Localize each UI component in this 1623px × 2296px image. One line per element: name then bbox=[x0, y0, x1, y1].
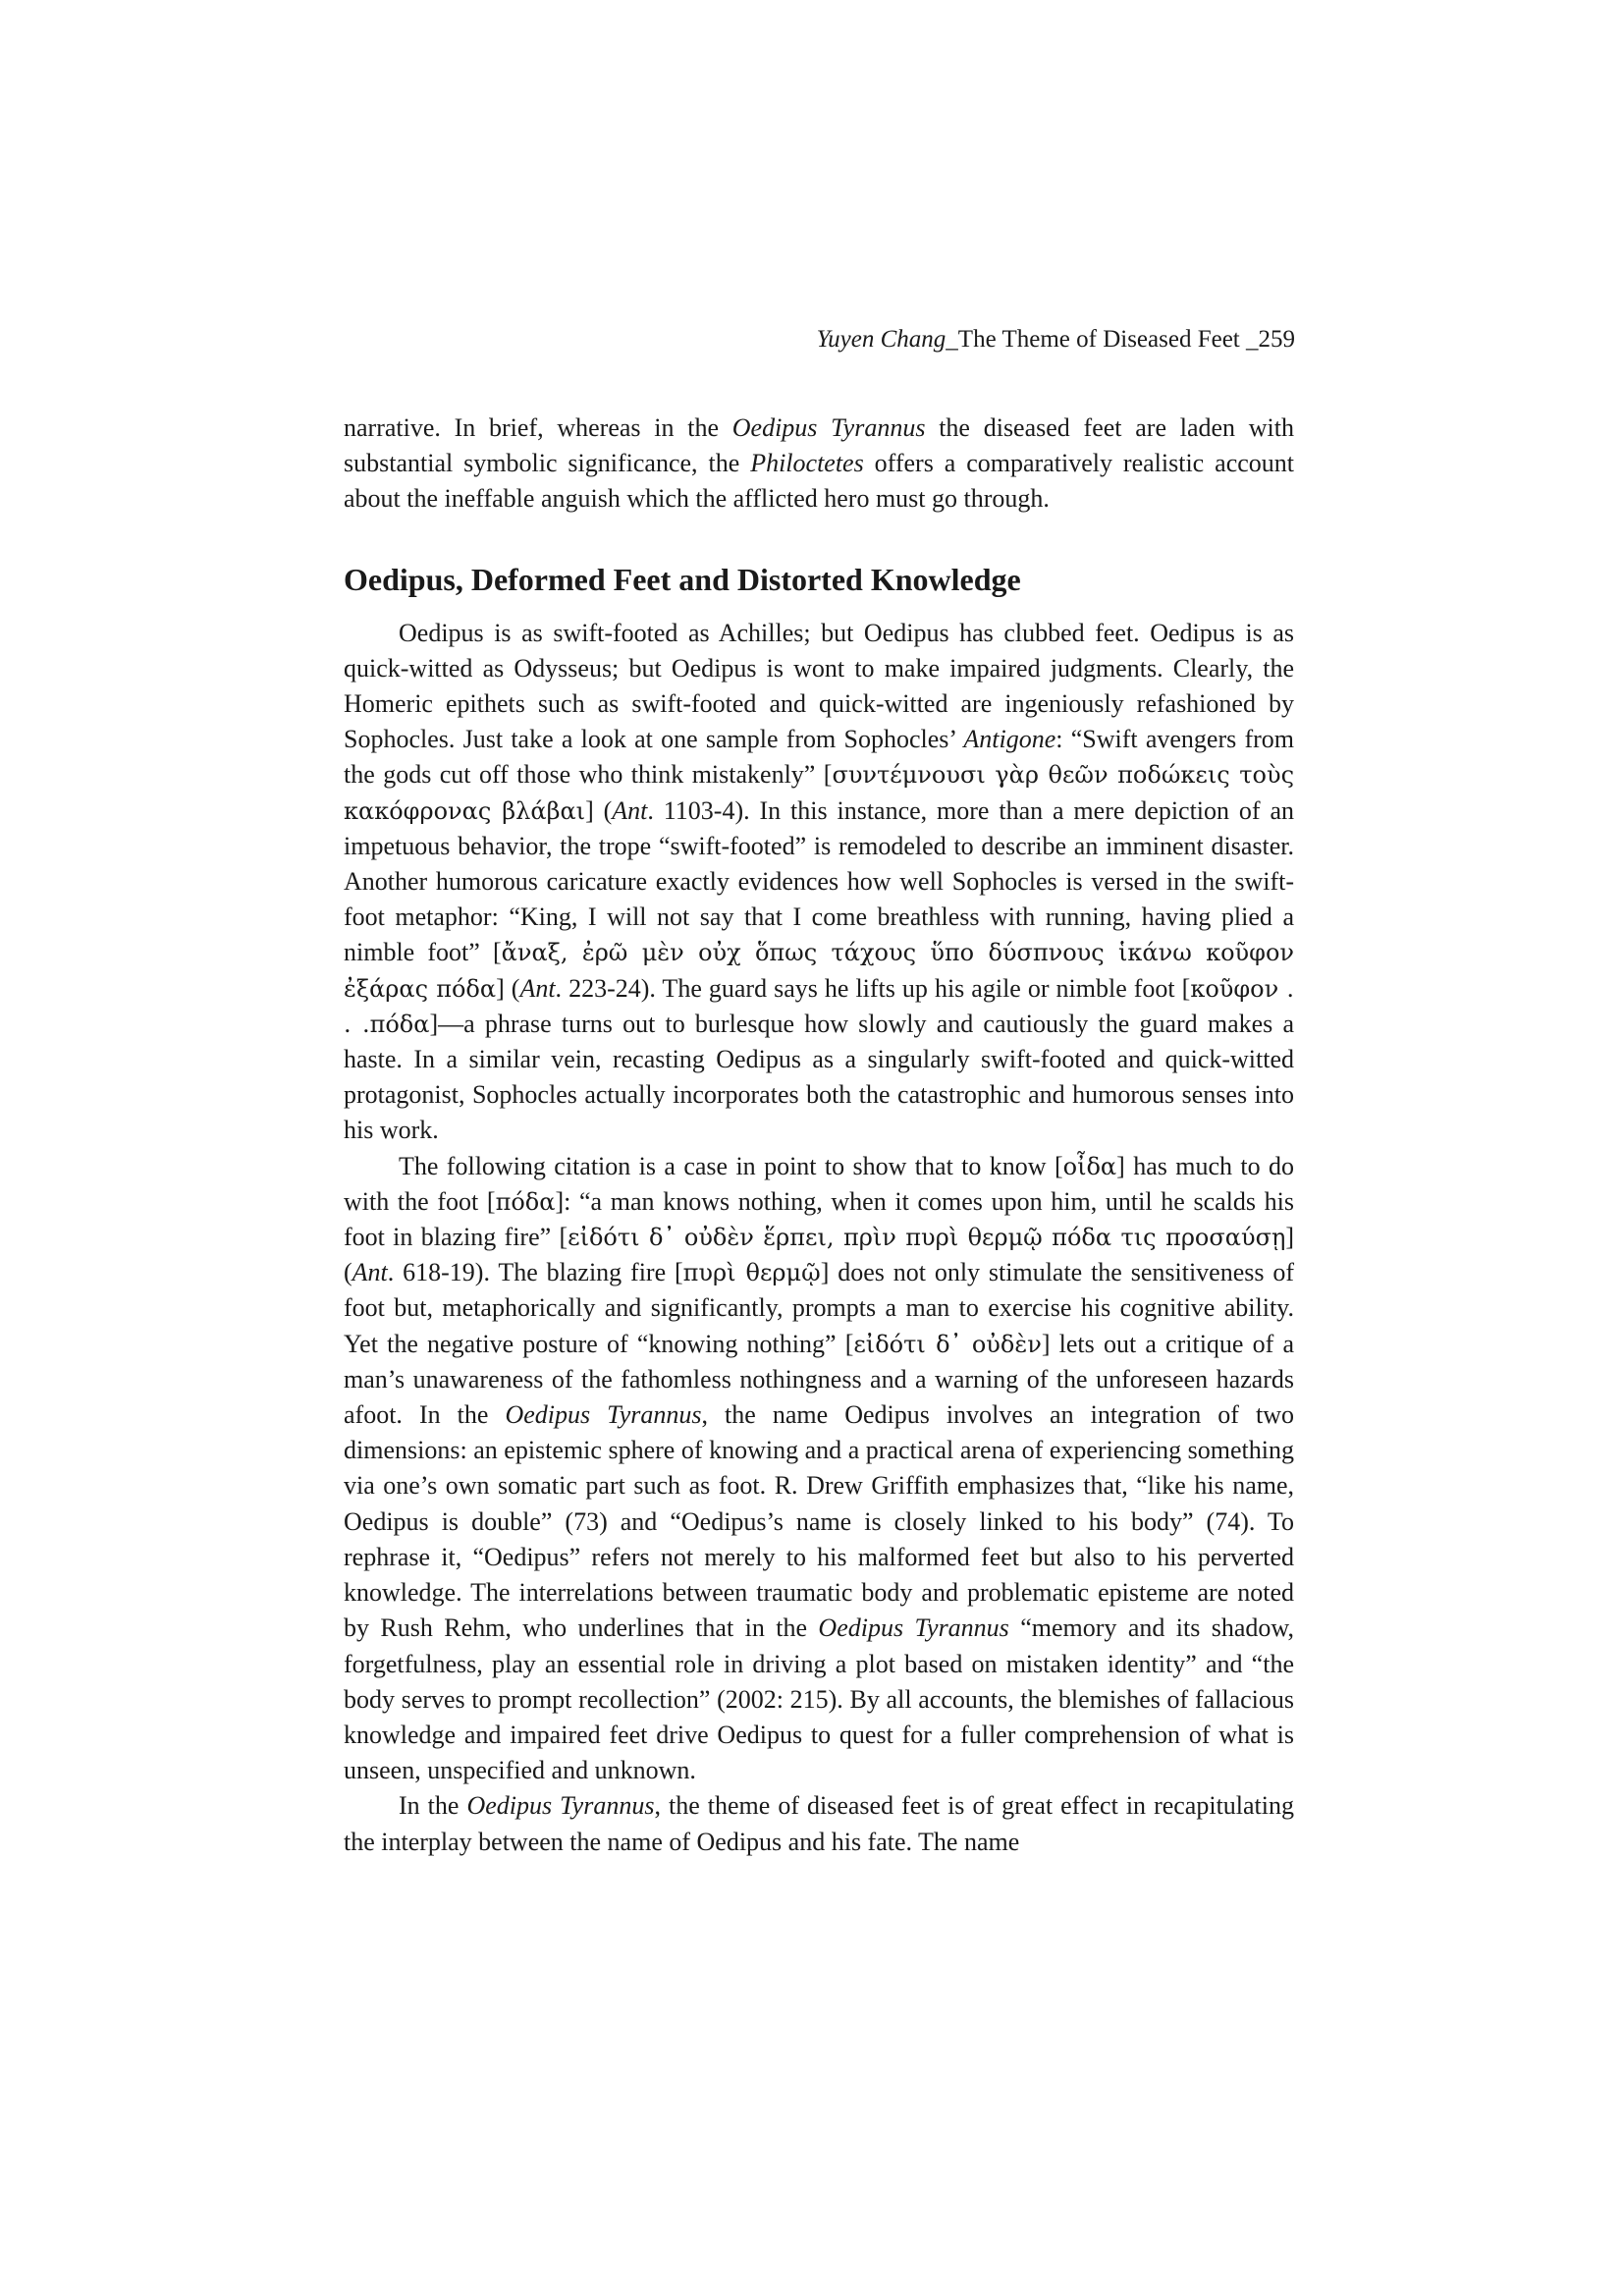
text-run: ]: “a man knows nothing, when it comes upon him, until he scalds his foot in blazing fire” [ bbox=[344, 1186, 1295, 1252]
greek-quotation: εἰδότι δ᾽ οὐδὲν ἕρπει, πρὶν πυρὶ θερμῷ πόδα τις προσαύσῃ bbox=[568, 1224, 1286, 1252]
body-paragraph-2 bbox=[344, 1149, 1294, 1789]
text-run: Oedipus is as swift-footed as Achilles; but Oedipus has clubbed feet. Oedipus is as quick-witted as Odysseus; but Oedipus is wont to make impaired judgments. Clearly, the Homeric epithets such as swift-footed and quick-witted are ingeniously refashioned by Sophocles. Just take a look at one sample from Sophocles’ bbox=[344, 618, 1294, 754]
text-run: . 223-24). The guard says he lifts up his agile or nimble foot [ bbox=[555, 973, 1191, 1003]
italic-text: Ant bbox=[352, 1258, 388, 1287]
greek-quotation: πόδα bbox=[495, 1187, 556, 1216]
text-run: , the theme of diseased feet is of great effect in recapitulating the interplay between the name of Oedipus and his fate. The name bbox=[344, 1791, 1295, 1856]
body-paragraph-3 bbox=[344, 1788, 1294, 1859]
text-run: . 1103-4). In this instance, more than a mere depiction of an impetuous behavior, the trope “swift-footed” is remodeled to describe an imminent disaster. Another humorous caricature exactly evidences how well Sophocles is versed in the swift-foot metaphor: “King, I will not say that I come breathless with running, having plied a nimble foot” [ bbox=[344, 795, 1294, 967]
text-run: ] does not only stimulate the sensitiveness of foot but, metaphorically and significantly, prompts a man to exercise his cognitive ability. Yet the negative posture of “knowing nothing” [ bbox=[344, 1258, 1295, 1358]
text-run: “memory and its shadow, forgetfulness, play an essential role in driving a plot based on mistaken identity” and “the body serves to prompt recollection” (2002: 215). By all accounts, the blemishes of fallacious knowledge and impaired feet drive Oedipus to quest for a fuller comprehension of what is unseen, unspecified and unknown. bbox=[344, 1613, 1294, 1785]
greek-quotation: εἰδότι δ᾽ οὐδὲν bbox=[853, 1330, 1042, 1358]
text-run: ] has much to do with the foot [ bbox=[344, 1151, 1294, 1216]
greek-quotation: συντέμνουσι γὰρ θεῶν ποδώκεις τοὺς κακόφρονας βλάβαι bbox=[344, 761, 1295, 825]
running-head-author: Yuyen Chang bbox=[816, 326, 947, 353]
running-head bbox=[817, 324, 1295, 355]
italic-text: Oedipus Tyrannus bbox=[466, 1791, 655, 1821]
text-run: ] lets out a critique of a man’s unawareness of the fathomless nothingness and a warning of the unforeseen hazards afoot. In the bbox=[344, 1329, 1295, 1430]
running-head-title: _The Theme of Diseased Feet _259 bbox=[946, 326, 1295, 353]
italic-text: Oedipus Tyrannus bbox=[505, 1400, 702, 1430]
section-heading: Oedipus, Deformed Feet and Distorted Knowledge bbox=[344, 561, 1021, 597]
greek-quotation: ἄναξ, ἐρῶ μὲν οὐχ ὅπως τάχους ὕπο δύσπνους ἱκάνω κοῦφον ἐξάρας πόδα bbox=[344, 939, 1294, 1003]
text-run: In the bbox=[399, 1791, 467, 1821]
italic-text: Oedipus Tyrannus bbox=[818, 1613, 1009, 1643]
text-run: offers a comparatively realistic account about the ineffable anguish which the afflicted hero must go through. bbox=[344, 449, 1294, 514]
italic-text: Ant bbox=[519, 973, 556, 1003]
page-body bbox=[344, 410, 1294, 1860]
greek-quotation: οἶδα bbox=[1062, 1152, 1117, 1180]
text-run: , the name Oedipus involves an integration of two dimensions: an epistemic sphere of knowing and a practical arena of experiencing something via one’s own somatic part such as foot. R. Drew Griffith emphasizes that, “like his name, Oedipus is double” (73) and “Oedipus’s name is closely linked to his body” (74). To rephrase it, “Oedipus” refers not merely to his malformed feet but also to his perverted knowledge. The interrelations between traumatic body and problematic episteme are noted by Rush Rehm, who underlines that in the bbox=[344, 1400, 1295, 1643]
text-run: ] ( bbox=[496, 973, 520, 1003]
text-run: ] ( bbox=[585, 795, 613, 825]
italic-text: Antigone bbox=[963, 725, 1056, 754]
greek-quotation: κοῦφον . . .πόδα bbox=[344, 974, 1294, 1038]
text-run: the diseased feet are laden with substantial symbolic significance, the bbox=[344, 413, 1294, 478]
text-run: ] ( bbox=[344, 1223, 1294, 1287]
text-run: . 618-19). The blazing fire [ bbox=[387, 1258, 683, 1287]
intro-paragraph bbox=[344, 410, 1294, 518]
italic-text: Philoctetes bbox=[750, 449, 864, 478]
italic-text: Oedipus Tyrannus bbox=[731, 413, 926, 442]
text-run: The following citation is a case in point to show that to know [ bbox=[399, 1151, 1063, 1180]
italic-text: Ant bbox=[612, 795, 648, 825]
text-run: ]—a phrase turns out to burlesque how slowly and cautiously the guard makes a haste. In a similar vein, recasting Oedipus as a singularly swift-footed and quick-witted protagonist, Sophocles actually incorporates both the catastrophic and humorous senses into his work. bbox=[344, 1009, 1294, 1145]
body-paragraph-1 bbox=[344, 616, 1294, 1149]
text-run: narrative. In brief, whereas in the bbox=[344, 413, 732, 442]
text-run: : “Swift avengers from the gods cut off those who think mistakenly” [ bbox=[344, 725, 1294, 790]
greek-quotation: πυρὶ θερμῷ bbox=[682, 1259, 821, 1287]
